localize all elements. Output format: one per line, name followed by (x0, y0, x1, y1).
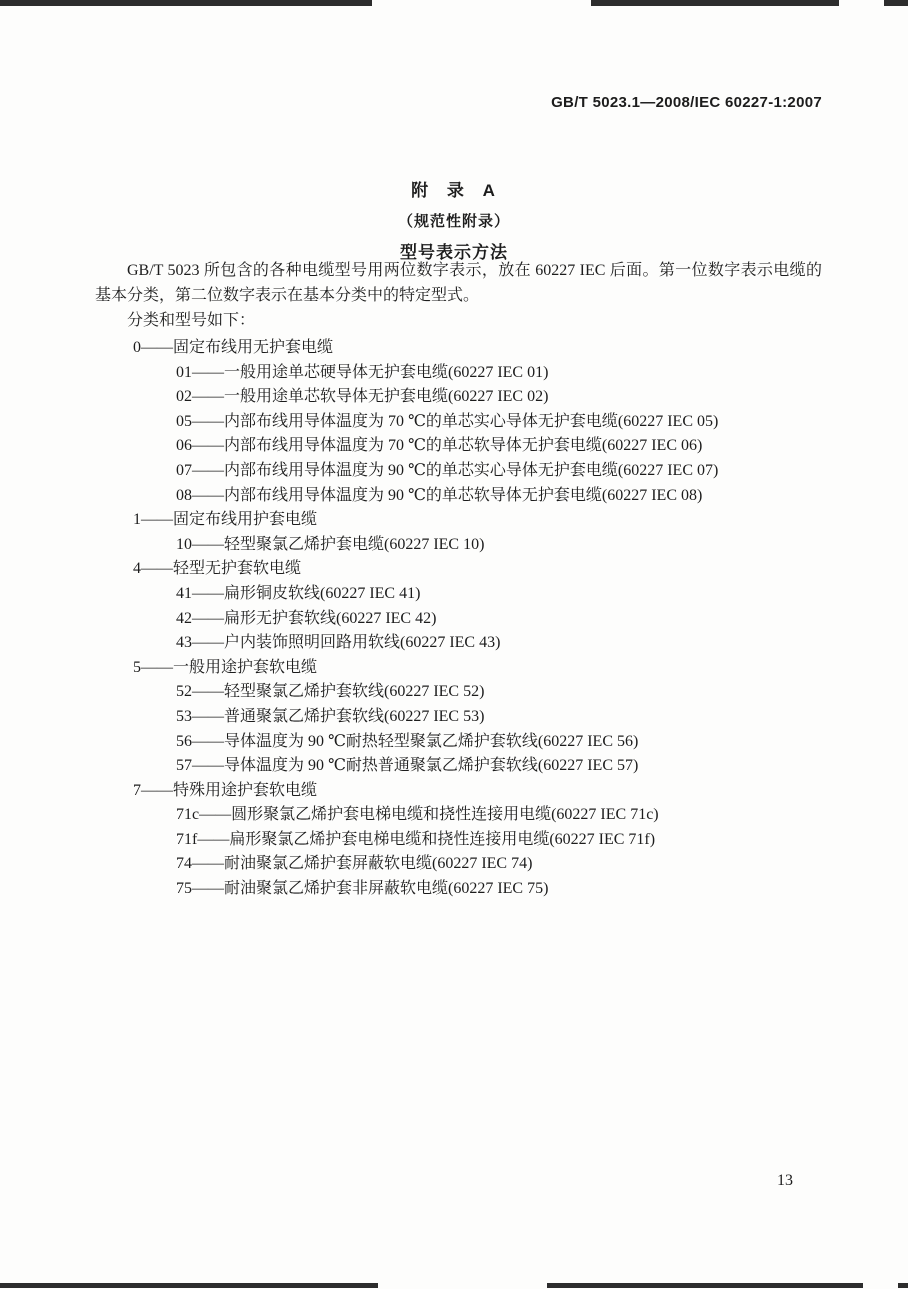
scan-bar-top-left (0, 0, 372, 6)
appendix-label: 附 录 A (411, 181, 497, 200)
list-item: 71c——圆形聚氯乙烯护套电梯电缆和挠性连接用电缆(60227 IEC 71c) (176, 806, 659, 824)
appendix-normative-note: （规范性附录） (397, 213, 510, 230)
scan-bar-top-middle (591, 0, 839, 6)
list-item: 06——内部布线用导体温度为 70 ℃的单芯软导体无护套电缆(60227 IEC 06) (176, 437, 703, 455)
intro-paragraph: GB/T 5023 所包含的各种电缆型号用两位数字表示，放在 60227 IEC 后面。第一位数字表示电缆的基本分类，第二位数字表示在基本分类中的特定型式。 (95, 262, 822, 304)
list-item: 01——一般用途单芯硬导体无护套电缆(60227 IEC 01) (176, 363, 549, 381)
scan-bar-bottom-middle (547, 1283, 863, 1288)
list-lead: 分类和型号如下： (127, 312, 256, 329)
list-item: 74——耐油聚氯乙烯护套屏蔽软电缆(60227 IEC 74) (176, 855, 533, 873)
list-item: 42——扁形无护套软线(60227 IEC 42) (176, 609, 437, 627)
list-item: 4——轻型无护套软电缆 (133, 560, 302, 578)
list-item: 07——内部布线用导体温度为 90 ℃的单芯实心导体无护套电缆(60227 IEC 07) (176, 461, 719, 479)
list-item: 57——导体温度为 90 ℃耐热普通聚氯乙烯护套软线(60227 IEC 57) (176, 757, 639, 775)
appendix-title: 型号表示方法 (400, 243, 508, 262)
scan-bar-top-right (884, 0, 908, 6)
list-item: 7——特殊用途护套软电缆 (133, 781, 318, 799)
list-item: 53——普通聚氯乙烯护套软线(60227 IEC 53) (176, 707, 485, 725)
standard-designation-header: GB/T 5023.1—2008/IEC 60227-1:2007 (551, 94, 822, 111)
list-item: 10——轻型聚氯乙烯护套电缆(60227 IEC 10) (176, 535, 485, 553)
list-item: 0——固定布线用无护套电缆 (133, 339, 334, 356)
list-item: 71f——扁形聚氯乙烯护套电梯电缆和挠性连接用电缆(60227 IEC 71f) (176, 830, 656, 848)
page-number: 13 (777, 1172, 793, 1189)
list-item: 56——导体温度为 90 ℃耐热轻型聚氯乙烯护套软线(60227 IEC 56) (176, 732, 639, 750)
body-content (95, 258, 822, 902)
scan-bar-bottom-left (0, 1283, 378, 1288)
list-item: 41——扁形铜皮软线(60227 IEC 41) (176, 584, 421, 602)
scan-bar-bottom-right (898, 1283, 908, 1288)
list-item: 05——内部布线用导体温度为 70 ℃的单芯实心导体无护套电缆(60227 IEC 05) (176, 412, 719, 430)
list-item: 5——一般用途护套软电缆 (133, 658, 318, 676)
appendix-title-block (0, 176, 908, 263)
list-item: 1——固定布线用护套电缆 (133, 511, 318, 529)
list-item: 43——户内装饰照明回路用软线(60227 IEC 43) (176, 634, 501, 652)
list-item: 75——耐油聚氯乙烯护套非屏蔽软电缆(60227 IEC 75) (176, 880, 549, 898)
list-item: 02——一般用途单芯软导体无护套电缆(60227 IEC 02) (176, 388, 549, 406)
list-item: 52——轻型聚氯乙烯护套软线(60227 IEC 52) (176, 683, 485, 701)
type-designation-list (95, 336, 822, 902)
list-item: 08——内部布线用导体温度为 90 ℃的单芯软导体无护套电缆(60227 IEC 08) (176, 486, 703, 504)
